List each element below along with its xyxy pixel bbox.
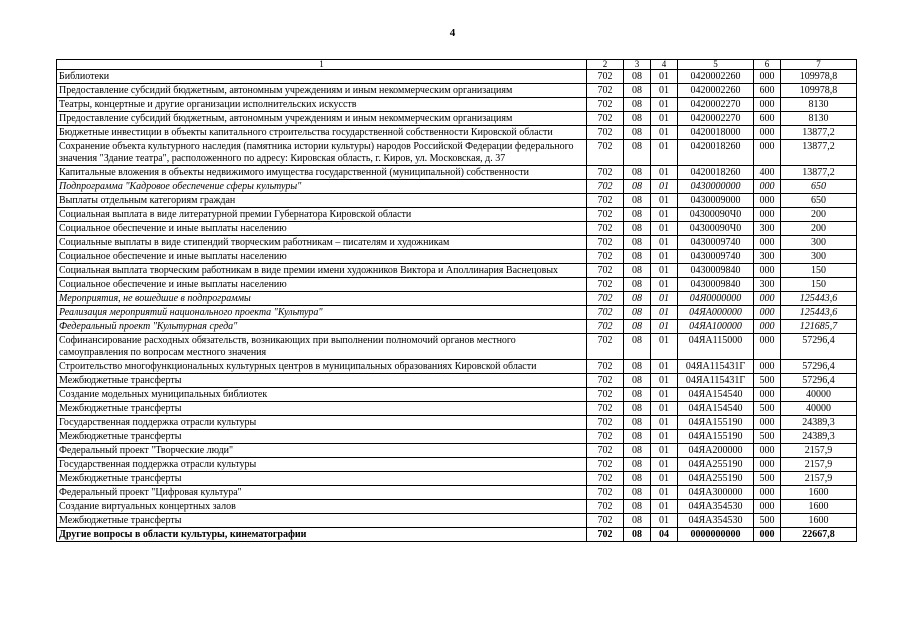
cell-razdel: 08 bbox=[624, 166, 651, 180]
row-name: Социальное обеспечение и иные выплаты населению bbox=[57, 222, 587, 236]
table-row bbox=[57, 514, 857, 528]
cell-podrazdel: 01 bbox=[651, 112, 678, 126]
cell-podrazdel: 01 bbox=[651, 140, 678, 166]
cell-expense-type: 000 bbox=[754, 334, 781, 360]
table-row bbox=[57, 236, 857, 250]
cell-glavn: 702 bbox=[587, 486, 624, 500]
cell-razdel: 08 bbox=[624, 194, 651, 208]
row-name: Театры, концертные и другие организации исполнительских искусств bbox=[57, 98, 587, 112]
cell-expense-type: 600 bbox=[754, 84, 781, 98]
row-name: Выплаты отдельным категориям граждан bbox=[57, 194, 587, 208]
row-name: Федеральный проект "Культурная среда" bbox=[57, 320, 587, 334]
table-row bbox=[57, 264, 857, 278]
row-name: Предоставление субсидий бюджетным, автономным учреждениям и иным некоммерческим организациям bbox=[57, 112, 587, 126]
cell-podrazdel: 01 bbox=[651, 430, 678, 444]
cell-razdel: 08 bbox=[624, 514, 651, 528]
cell-glavn: 702 bbox=[587, 278, 624, 292]
cell-razdel: 08 bbox=[624, 180, 651, 194]
cell-expense-type: 000 bbox=[754, 500, 781, 514]
cell-glavn: 702 bbox=[587, 320, 624, 334]
row-name: Социальные выплаты в виде стипендий творческим работникам – писателям и художникам bbox=[57, 236, 587, 250]
row-name: Государственная поддержка отрасли культуры bbox=[57, 416, 587, 430]
cell-target-code: 04ЯA154540 bbox=[678, 402, 754, 416]
cell-podrazdel: 01 bbox=[651, 320, 678, 334]
cell-podrazdel: 01 bbox=[651, 166, 678, 180]
column-header: 5 bbox=[678, 60, 754, 70]
cell-razdel: 08 bbox=[624, 126, 651, 140]
cell-glavn: 702 bbox=[587, 528, 624, 542]
cell-expense-type: 000 bbox=[754, 140, 781, 166]
cell-podrazdel: 01 bbox=[651, 98, 678, 112]
column-header: 2 bbox=[587, 60, 624, 70]
table-row bbox=[57, 180, 857, 194]
cell-glavn: 702 bbox=[587, 444, 624, 458]
cell-amount: 2157,9 bbox=[781, 444, 857, 458]
cell-expense-type: 000 bbox=[754, 458, 781, 472]
column-header: 6 bbox=[754, 60, 781, 70]
cell-expense-type: 000 bbox=[754, 388, 781, 402]
cell-razdel: 08 bbox=[624, 416, 651, 430]
cell-glavn: 702 bbox=[587, 360, 624, 374]
cell-amount: 22667,8 bbox=[781, 528, 857, 542]
cell-expense-type: 600 bbox=[754, 112, 781, 126]
cell-expense-type: 000 bbox=[754, 98, 781, 112]
cell-podrazdel: 01 bbox=[651, 458, 678, 472]
cell-expense-type: 000 bbox=[754, 70, 781, 84]
cell-glavn: 702 bbox=[587, 458, 624, 472]
cell-razdel: 08 bbox=[624, 430, 651, 444]
cell-razdel: 08 bbox=[624, 444, 651, 458]
cell-amount: 650 bbox=[781, 194, 857, 208]
cell-target-code: 04ЯA100000 bbox=[678, 320, 754, 334]
cell-glavn: 702 bbox=[587, 194, 624, 208]
cell-razdel: 08 bbox=[624, 112, 651, 126]
cell-expense-type: 500 bbox=[754, 514, 781, 528]
cell-target-code: 0420018260 bbox=[678, 140, 754, 166]
cell-expense-type: 300 bbox=[754, 222, 781, 236]
cell-amount: 8130 bbox=[781, 98, 857, 112]
cell-amount: 300 bbox=[781, 250, 857, 264]
cell-glavn: 702 bbox=[587, 236, 624, 250]
cell-target-code: 0420002260 bbox=[678, 84, 754, 98]
cell-target-code: 04ЯA155190 bbox=[678, 416, 754, 430]
table-row bbox=[57, 278, 857, 292]
cell-target-code: 04ЯA154540 bbox=[678, 388, 754, 402]
table-row bbox=[57, 292, 857, 306]
cell-podrazdel: 01 bbox=[651, 374, 678, 388]
cell-glavn: 702 bbox=[587, 180, 624, 194]
budget-table bbox=[56, 59, 857, 542]
cell-target-code: 04ЯA155190 bbox=[678, 430, 754, 444]
cell-razdel: 08 bbox=[624, 236, 651, 250]
column-header: 7 bbox=[781, 60, 857, 70]
cell-razdel: 08 bbox=[624, 84, 651, 98]
cell-razdel: 08 bbox=[624, 320, 651, 334]
cell-podrazdel: 01 bbox=[651, 222, 678, 236]
cell-amount: 121685,7 bbox=[781, 320, 857, 334]
cell-razdel: 08 bbox=[624, 360, 651, 374]
cell-razdel: 08 bbox=[624, 334, 651, 360]
row-name: Бюджетные инвестиции в объекты капитального строительства государственной собственности Кировской области bbox=[57, 126, 587, 140]
cell-podrazdel: 01 bbox=[651, 264, 678, 278]
cell-podrazdel: 01 bbox=[651, 208, 678, 222]
cell-razdel: 08 bbox=[624, 70, 651, 84]
cell-glavn: 702 bbox=[587, 402, 624, 416]
cell-podrazdel: 01 bbox=[651, 486, 678, 500]
column-header: 1 bbox=[57, 60, 587, 70]
table-row bbox=[57, 334, 857, 360]
cell-glavn: 702 bbox=[587, 306, 624, 320]
cell-target-code: 0430009000 bbox=[678, 194, 754, 208]
row-name: Государственная поддержка отрасли культуры bbox=[57, 458, 587, 472]
cell-amount: 24389,3 bbox=[781, 416, 857, 430]
table-row bbox=[57, 360, 857, 374]
cell-glavn: 702 bbox=[587, 112, 624, 126]
cell-glavn: 702 bbox=[587, 514, 624, 528]
row-name: Социальное обеспечение и иные выплаты населению bbox=[57, 250, 587, 264]
cell-target-code: 0430009740 bbox=[678, 236, 754, 250]
table-row bbox=[57, 374, 857, 388]
cell-glavn: 702 bbox=[587, 98, 624, 112]
table-body bbox=[57, 70, 857, 542]
cell-glavn: 702 bbox=[587, 222, 624, 236]
cell-podrazdel: 01 bbox=[651, 236, 678, 250]
cell-podrazdel: 01 bbox=[651, 402, 678, 416]
table-row bbox=[57, 402, 857, 416]
table-row bbox=[57, 306, 857, 320]
cell-target-code: 0000000000 bbox=[678, 528, 754, 542]
cell-podrazdel: 01 bbox=[651, 180, 678, 194]
cell-glavn: 702 bbox=[587, 208, 624, 222]
table-row bbox=[57, 486, 857, 500]
cell-target-code: 0430009840 bbox=[678, 278, 754, 292]
cell-amount: 57296,4 bbox=[781, 374, 857, 388]
cell-glavn: 702 bbox=[587, 140, 624, 166]
cell-amount: 8130 bbox=[781, 112, 857, 126]
cell-target-code: 0420002270 bbox=[678, 112, 754, 126]
cell-razdel: 08 bbox=[624, 486, 651, 500]
cell-target-code: 04300090Ч0 bbox=[678, 208, 754, 222]
cell-target-code: 04ЯA354530 bbox=[678, 500, 754, 514]
cell-glavn: 702 bbox=[587, 430, 624, 444]
row-name: Библиотеки bbox=[57, 70, 587, 84]
cell-target-code: 0420018260 bbox=[678, 166, 754, 180]
cell-razdel: 08 bbox=[624, 500, 651, 514]
cell-razdel: 08 bbox=[624, 458, 651, 472]
table-row bbox=[57, 472, 857, 486]
cell-amount: 1600 bbox=[781, 486, 857, 500]
cell-amount: 24389,3 bbox=[781, 430, 857, 444]
cell-podrazdel: 01 bbox=[651, 194, 678, 208]
cell-amount: 13877,2 bbox=[781, 126, 857, 140]
cell-expense-type: 500 bbox=[754, 430, 781, 444]
cell-amount: 2157,9 bbox=[781, 458, 857, 472]
cell-expense-type: 000 bbox=[754, 416, 781, 430]
cell-amount: 300 bbox=[781, 236, 857, 250]
cell-podrazdel: 01 bbox=[651, 84, 678, 98]
cell-podrazdel: 01 bbox=[651, 306, 678, 320]
cell-razdel: 08 bbox=[624, 388, 651, 402]
cell-razdel: 08 bbox=[624, 292, 651, 306]
table-row bbox=[57, 430, 857, 444]
header-row bbox=[57, 60, 857, 70]
cell-amount: 1600 bbox=[781, 500, 857, 514]
cell-razdel: 08 bbox=[624, 140, 651, 166]
table-row bbox=[57, 98, 857, 112]
table-row bbox=[57, 458, 857, 472]
cell-podrazdel: 04 bbox=[651, 528, 678, 542]
cell-podrazdel: 01 bbox=[651, 472, 678, 486]
cell-expense-type: 000 bbox=[754, 194, 781, 208]
row-name: Социальная выплата в виде литературной премии Губернатора Кировской области bbox=[57, 208, 587, 222]
cell-amount: 200 bbox=[781, 222, 857, 236]
cell-expense-type: 300 bbox=[754, 278, 781, 292]
cell-target-code: 04ЯA000000 bbox=[678, 306, 754, 320]
cell-expense-type: 000 bbox=[754, 180, 781, 194]
cell-glavn: 702 bbox=[587, 374, 624, 388]
row-name: Реализация мероприятий национального проекта "Культура" bbox=[57, 306, 587, 320]
cell-glavn: 702 bbox=[587, 500, 624, 514]
cell-podrazdel: 01 bbox=[651, 250, 678, 264]
cell-target-code: 04ЯA300000 bbox=[678, 486, 754, 500]
cell-target-code: 04ЯA354530 bbox=[678, 514, 754, 528]
cell-amount: 109978,8 bbox=[781, 70, 857, 84]
cell-razdel: 08 bbox=[624, 264, 651, 278]
cell-glavn: 702 bbox=[587, 292, 624, 306]
cell-expense-type: 500 bbox=[754, 402, 781, 416]
cell-amount: 1600 bbox=[781, 514, 857, 528]
row-name: Межбюджетные трансферты bbox=[57, 402, 587, 416]
row-name: Другие вопросы в области культуры, кинематографии bbox=[57, 528, 587, 542]
table-row bbox=[57, 166, 857, 180]
cell-razdel: 08 bbox=[624, 208, 651, 222]
cell-podrazdel: 01 bbox=[651, 126, 678, 140]
row-name: Софинансирование расходных обязательств, возникающих при выполнении полномочий органов местного самоуправления по вопросам местного значения bbox=[57, 334, 587, 360]
cell-target-code: 0430009840 bbox=[678, 264, 754, 278]
table-row bbox=[57, 126, 857, 140]
cell-glavn: 702 bbox=[587, 250, 624, 264]
cell-target-code: 0420018000 bbox=[678, 126, 754, 140]
cell-amount: 150 bbox=[781, 264, 857, 278]
cell-amount: 13877,2 bbox=[781, 166, 857, 180]
cell-glavn: 702 bbox=[587, 388, 624, 402]
table-row bbox=[57, 250, 857, 264]
row-name: Межбюджетные трансферты bbox=[57, 374, 587, 388]
cell-razdel: 08 bbox=[624, 98, 651, 112]
column-header: 3 bbox=[624, 60, 651, 70]
cell-target-code: 04ЯA115000 bbox=[678, 334, 754, 360]
cell-amount: 125443,6 bbox=[781, 292, 857, 306]
cell-expense-type: 000 bbox=[754, 126, 781, 140]
cell-podrazdel: 01 bbox=[651, 70, 678, 84]
table-row bbox=[57, 388, 857, 402]
cell-razdel: 08 bbox=[624, 402, 651, 416]
cell-expense-type: 300 bbox=[754, 250, 781, 264]
cell-target-code: 04ЯA255190 bbox=[678, 458, 754, 472]
cell-expense-type: 000 bbox=[754, 292, 781, 306]
cell-expense-type: 000 bbox=[754, 360, 781, 374]
cell-expense-type: 000 bbox=[754, 320, 781, 334]
row-name: Межбюджетные трансферты bbox=[57, 430, 587, 444]
cell-expense-type: 000 bbox=[754, 236, 781, 250]
cell-target-code: 0430000000 bbox=[678, 180, 754, 194]
table-row bbox=[57, 222, 857, 236]
page-number: 4 bbox=[449, 27, 456, 39]
row-name: Сохранение объекта культурного наследия (памятника истории культуры) народов Российской Федерации федерального значения "Здание театра", расположенного по адресу: Кировская область, г. Киров, ул. Московская, д. 37 bbox=[57, 140, 587, 166]
table-row bbox=[57, 84, 857, 98]
cell-target-code: 04300090Ч0 bbox=[678, 222, 754, 236]
cell-podrazdel: 01 bbox=[651, 416, 678, 430]
cell-amount: 200 bbox=[781, 208, 857, 222]
cell-glavn: 702 bbox=[587, 84, 624, 98]
cell-target-code: 04Я0000000 bbox=[678, 292, 754, 306]
cell-amount: 109978,8 bbox=[781, 84, 857, 98]
cell-target-code: 04ЯA255190 bbox=[678, 472, 754, 486]
cell-expense-type: 500 bbox=[754, 472, 781, 486]
cell-target-code: 04ЯA200000 bbox=[678, 444, 754, 458]
table-row bbox=[57, 500, 857, 514]
table-row bbox=[57, 444, 857, 458]
cell-podrazdel: 01 bbox=[651, 514, 678, 528]
table-row bbox=[57, 194, 857, 208]
cell-target-code: 04ЯA115431Г bbox=[678, 360, 754, 374]
table-row bbox=[57, 528, 857, 542]
cell-amount: 13877,2 bbox=[781, 140, 857, 166]
cell-amount: 40000 bbox=[781, 388, 857, 402]
cell-podrazdel: 01 bbox=[651, 500, 678, 514]
cell-glavn: 702 bbox=[587, 264, 624, 278]
cell-amount: 150 bbox=[781, 278, 857, 292]
cell-target-code: 0420002270 bbox=[678, 98, 754, 112]
table-row bbox=[57, 70, 857, 84]
row-name: Мероприятия, не вошедшие в подпрограммы bbox=[57, 292, 587, 306]
row-name: Федеральный проект "Цифровая культура" bbox=[57, 486, 587, 500]
cell-target-code: 0430009740 bbox=[678, 250, 754, 264]
cell-podrazdel: 01 bbox=[651, 388, 678, 402]
cell-razdel: 08 bbox=[624, 222, 651, 236]
cell-amount: 125443,6 bbox=[781, 306, 857, 320]
row-name: Создание виртуальных концертных залов bbox=[57, 500, 587, 514]
row-name: Строительство многофункциональных культурных центров в муниципальных образованиях Кировской области bbox=[57, 360, 587, 374]
column-header: 4 bbox=[651, 60, 678, 70]
row-name: Межбюджетные трансферты bbox=[57, 514, 587, 528]
cell-glavn: 702 bbox=[587, 166, 624, 180]
row-name: Социальное обеспечение и иные выплаты населению bbox=[57, 278, 587, 292]
cell-amount: 57296,4 bbox=[781, 334, 857, 360]
cell-glavn: 702 bbox=[587, 472, 624, 486]
cell-amount: 2157,9 bbox=[781, 472, 857, 486]
cell-target-code: 0420002260 bbox=[678, 70, 754, 84]
cell-amount: 40000 bbox=[781, 402, 857, 416]
cell-glavn: 702 bbox=[587, 334, 624, 360]
cell-podrazdel: 01 bbox=[651, 360, 678, 374]
cell-expense-type: 000 bbox=[754, 444, 781, 458]
cell-glavn: 702 bbox=[587, 416, 624, 430]
cell-razdel: 08 bbox=[624, 278, 651, 292]
cell-expense-type: 000 bbox=[754, 528, 781, 542]
row-name: Капитальные вложения в объекты недвижимого имущества государственной (муниципальной) собственности bbox=[57, 166, 587, 180]
cell-target-code: 04ЯA115431Г bbox=[678, 374, 754, 388]
row-name: Предоставление субсидий бюджетным, автономным учреждениям и иным некоммерческим организациям bbox=[57, 84, 587, 98]
cell-expense-type: 500 bbox=[754, 374, 781, 388]
table-row bbox=[57, 112, 857, 126]
row-name: Федеральный проект "Творческие люди" bbox=[57, 444, 587, 458]
cell-glavn: 702 bbox=[587, 126, 624, 140]
row-name: Подпрограмма "Кадровое обеспечение сферы культуры" bbox=[57, 180, 587, 194]
cell-razdel: 08 bbox=[624, 374, 651, 388]
row-name: Межбюджетные трансферты bbox=[57, 472, 587, 486]
table-row bbox=[57, 320, 857, 334]
cell-expense-type: 000 bbox=[754, 486, 781, 500]
cell-razdel: 08 bbox=[624, 306, 651, 320]
cell-amount: 57296,4 bbox=[781, 360, 857, 374]
row-name: Социальная выплата творческим работникам в виде премии имени художников Виктора и Аполлинария Васнецовых bbox=[57, 264, 587, 278]
cell-glavn: 702 bbox=[587, 70, 624, 84]
table-row bbox=[57, 208, 857, 222]
cell-razdel: 08 bbox=[624, 528, 651, 542]
cell-expense-type: 000 bbox=[754, 208, 781, 222]
cell-expense-type: 400 bbox=[754, 166, 781, 180]
row-name: Создание модельных муниципальных библиотек bbox=[57, 388, 587, 402]
table-row bbox=[57, 416, 857, 430]
cell-amount: 650 bbox=[781, 180, 857, 194]
table-row bbox=[57, 140, 857, 166]
cell-expense-type: 000 bbox=[754, 306, 781, 320]
cell-razdel: 08 bbox=[624, 472, 651, 486]
cell-podrazdel: 01 bbox=[651, 292, 678, 306]
cell-podrazdel: 01 bbox=[651, 278, 678, 292]
cell-expense-type: 000 bbox=[754, 264, 781, 278]
cell-podrazdel: 01 bbox=[651, 444, 678, 458]
cell-podrazdel: 01 bbox=[651, 334, 678, 360]
cell-razdel: 08 bbox=[624, 250, 651, 264]
